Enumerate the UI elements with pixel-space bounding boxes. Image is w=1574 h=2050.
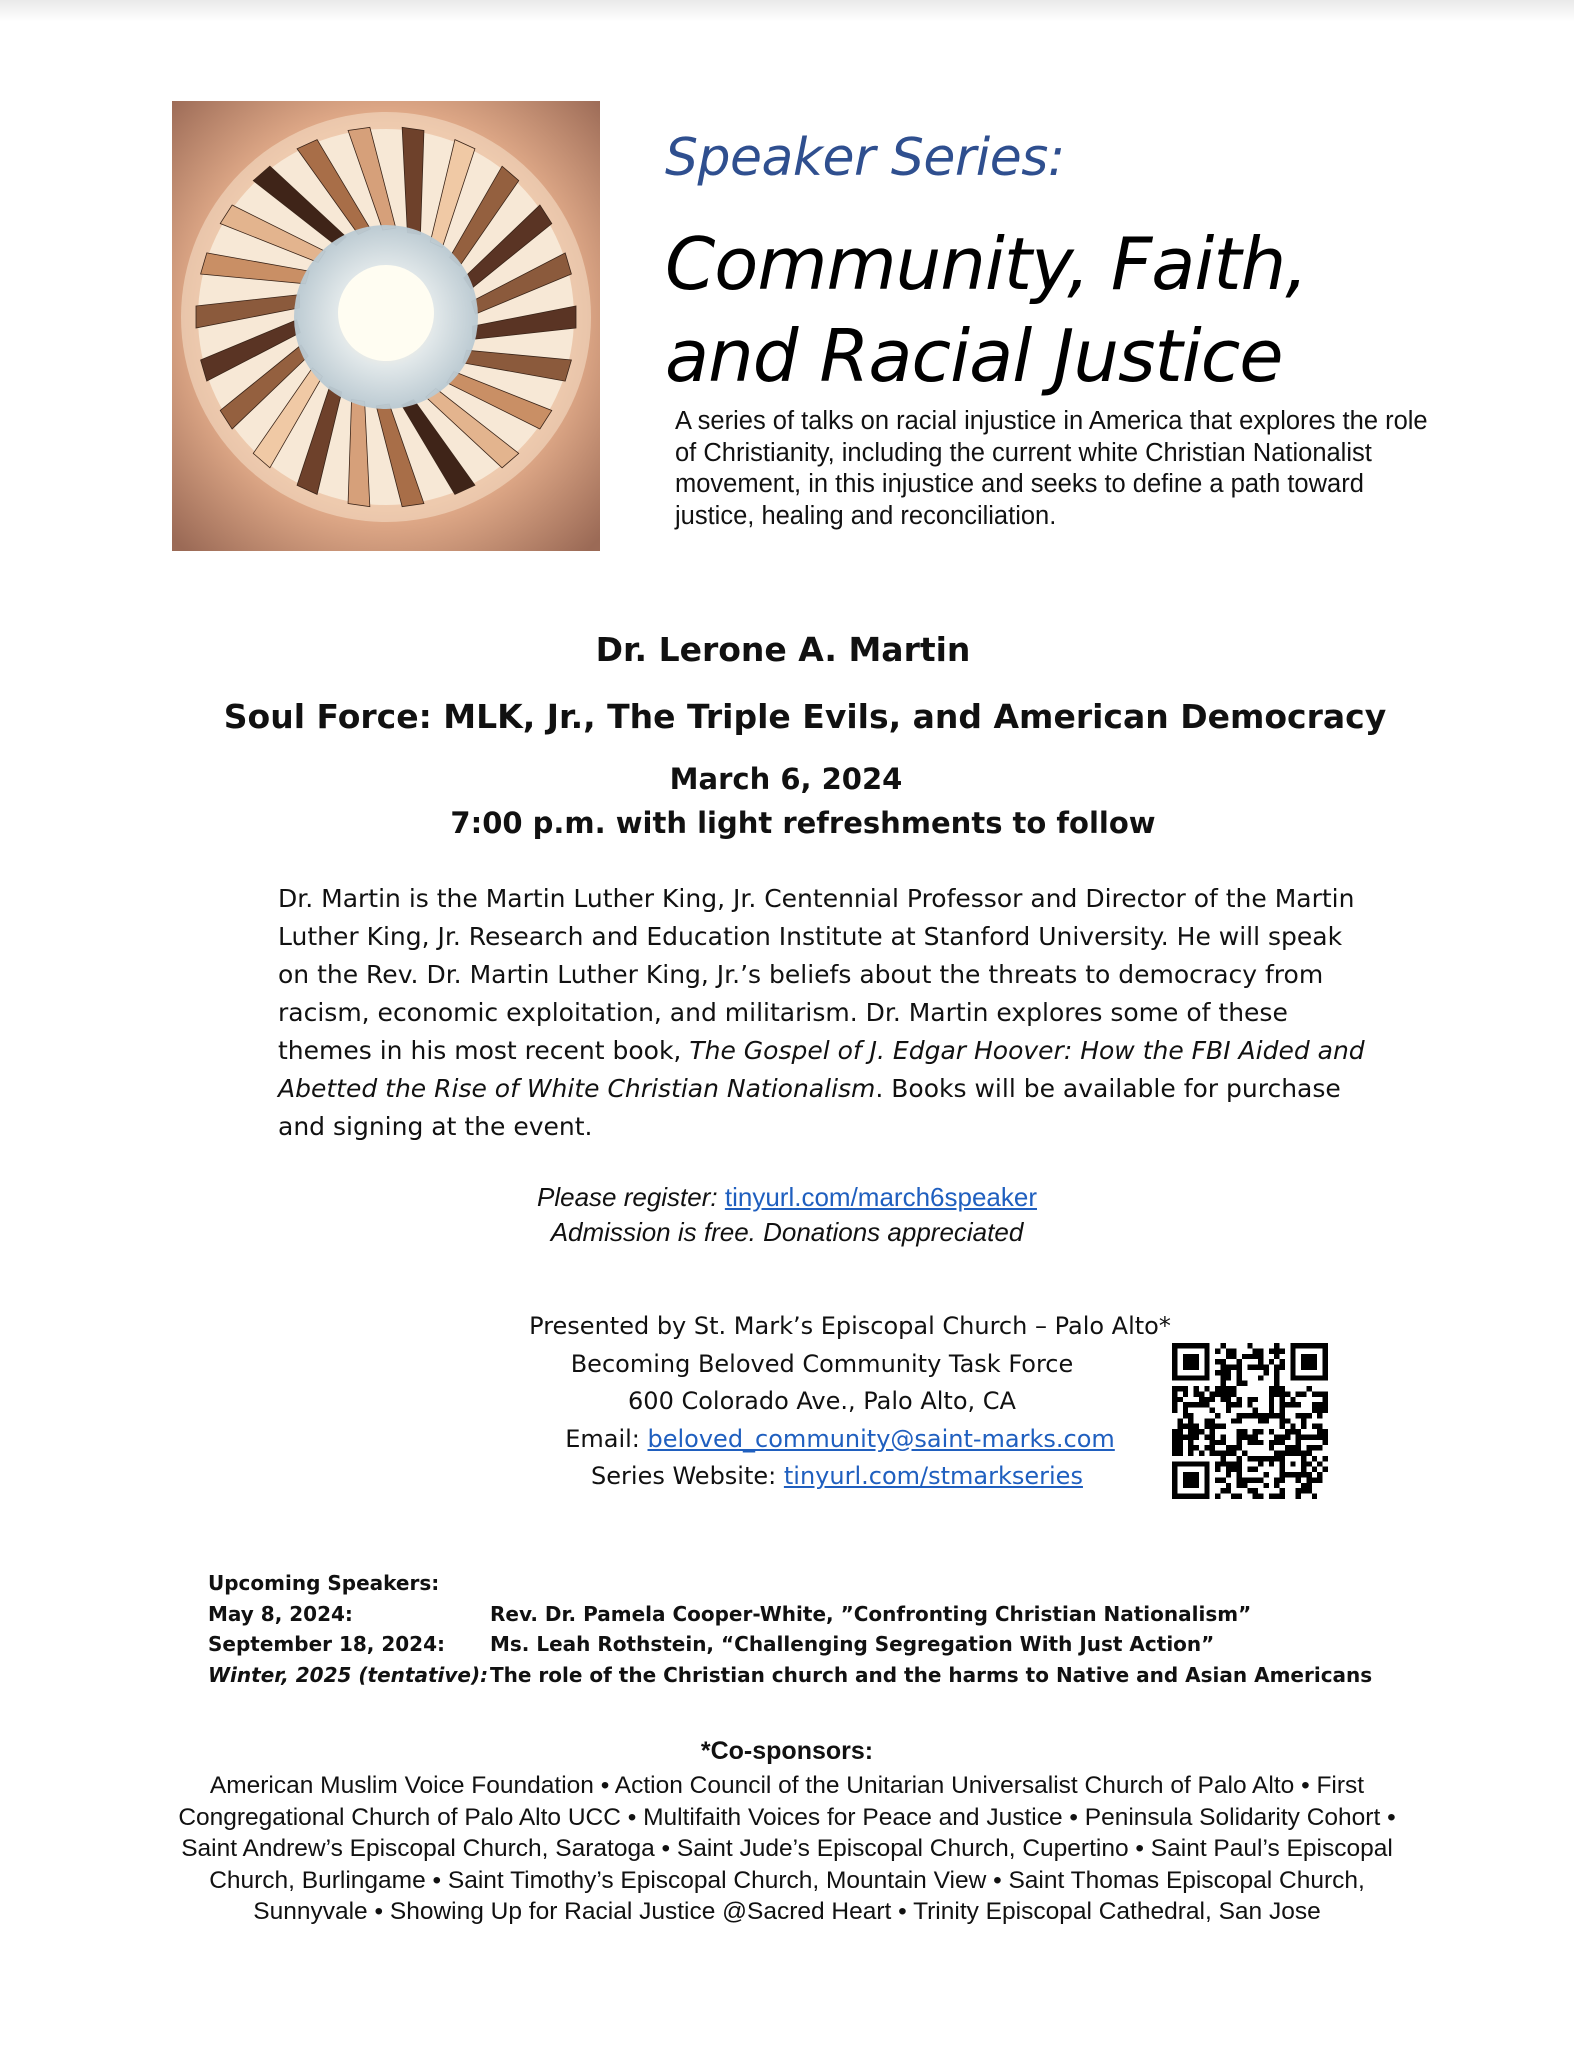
upcoming-heading: Upcoming Speakers: <box>208 1571 440 1595</box>
register-line <box>0 1182 1574 1213</box>
upcoming-speaker: Ms. Leah Rothstein, “Challenging Segregation With Just Action” <box>490 1632 1215 1656</box>
series-intro: A series of talks on racial injustice in America that explores the role of Christianity, including the current white Christian Nationalist movement, in this injustice and seeks to define a path toward justice, healing and reconciliation. <box>675 407 1428 530</box>
email-label: Email: <box>565 1424 640 1453</box>
circle-of-hands-image <box>172 101 600 551</box>
speaker-name: Dr. Lerone A. Martin <box>595 630 971 669</box>
upcoming-date: Winter, 2025 (tentative): <box>208 1662 489 1687</box>
title-line-1: Community, Faith, <box>665 222 1308 306</box>
upcoming-speakers <box>208 1568 1508 1690</box>
presenter-address: 600 Colorado Ave., Palo Alto, CA <box>628 1387 1016 1415</box>
title-line-2: and Racial Justice <box>665 314 1283 398</box>
upcoming-row <box>208 1629 1508 1660</box>
register-link[interactable]: tinyurl.com/march6speaker <box>724 1182 1037 1212</box>
upcoming-date: May 8, 2024: <box>208 1601 353 1626</box>
upcoming-date: September 18, 2024: <box>208 1632 446 1656</box>
presenter-block <box>440 1308 1260 1496</box>
website-label: Series Website: <box>591 1462 777 1490</box>
book-title: The Gospel of J. Edgar Hoover: How the FBI Aided and Abetted the Rise of White Christian Nationalism <box>278 1036 1365 1103</box>
event-time: 7:00 p.m. with light refreshments to follow <box>450 806 1156 840</box>
cosponsors-heading: *Co-sponsors: <box>700 1737 874 1765</box>
website-link[interactable]: tinyurl.com/stmarkseries <box>783 1462 1083 1490</box>
event-date: March 6, 2024 <box>669 762 903 796</box>
upcoming-speaker: The role of the Christian church and the harms to Native and Asian Americans <box>490 1662 1373 1687</box>
cosponsors-list: American Muslim Voice Foundation • Action Council of the Unitarian Universalist Church of Palo Alto • First Congregational Church of Palo Alto UCC • Multifaith Voices for Peace and Justice • Peninsula Solidarity Cohort • Saint Andrew’s Episcopal Church, Saratoga • Saint Jude’s Episcopal Church, Cupertino • Saint Paul’s Episcopal Church, Burlingame • Saint Timothy’s Episcopal Church, Mountain View • Saint Thomas Episcopal Church, Sunnyvale • Showing Up for Racial Justice @Sacred Heart • Trinity Episcopal Cathedral, San Jose <box>178 1772 1396 1925</box>
qr-code[interactable] <box>1172 1342 1328 1500</box>
bio-text-1: Dr. Martin is the Martin Luther King, Jr. Centennial Professor and Director of the Martin Luther King, Jr. Research and Education Institute at Stanford University. He will speak on the Rev. Dr. Martin Luther King, Jr.’s beliefs about the threats to democracy from racism, economic exploitation, and militarism. Dr. Martin explores some of these themes in his most recent book, <box>278 884 1355 1065</box>
series-label: Speaker Series: <box>665 128 1065 188</box>
upcoming-row <box>208 1660 1508 1691</box>
speaker-bio <box>278 880 1368 1146</box>
bio-text-2: . Books will be available for purchase and signing at the event. <box>278 1074 1341 1141</box>
email-link[interactable]: beloved_community@saint-marks.com <box>647 1424 1115 1453</box>
website-line <box>414 1458 1260 1496</box>
email-line <box>420 1421 1260 1459</box>
presenter-line-2: Becoming Beloved Community Task Force <box>570 1349 1074 1378</box>
viewer-top-shadow <box>0 0 1574 22</box>
page-title <box>665 218 1307 402</box>
register-label: Please register: <box>536 1182 718 1212</box>
talk-title: Soul Force: MLK, Jr., The Triple Evils, and American Democracy <box>223 697 1387 736</box>
presenter-line-1: Presented by St. Mark’s Episcopal Church – Palo Alto* <box>529 1312 1171 1340</box>
admission-note: Admission is free. Donations appreciated <box>550 1217 1024 1247</box>
upcoming-row <box>208 1599 1508 1630</box>
upcoming-speaker: Rev. Dr. Pamela Cooper-White, ”Confronting Christian Nationalism” <box>490 1601 1252 1626</box>
